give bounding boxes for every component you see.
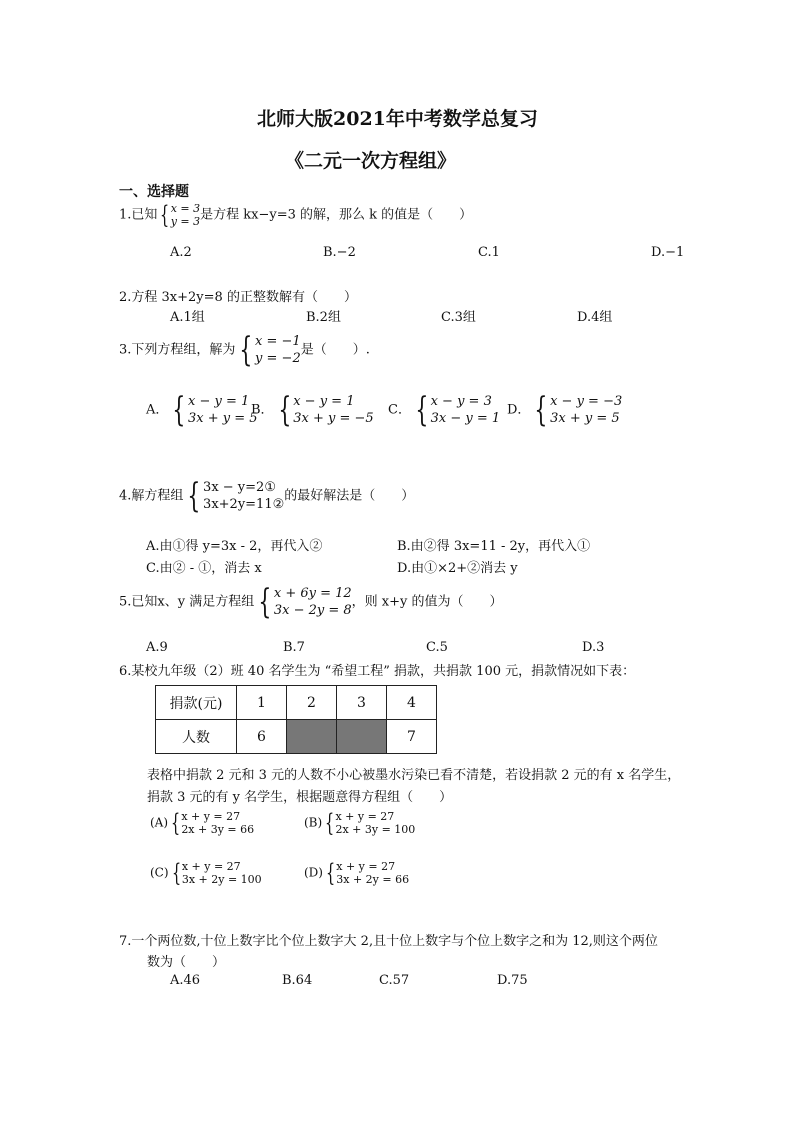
table-cell: 3 — [337, 686, 387, 720]
q4-eq2: 3x+2y=11② — [203, 497, 285, 512]
question-4 — [119, 476, 415, 516]
q3-d-eq1: x − y = −3 — [550, 394, 623, 409]
q6-d-label: (D) — [304, 865, 323, 880]
q1-prefix: 1.已知 — [119, 207, 158, 223]
q6-option-c[interactable]: (C) { x + y = 27 3x + 2y = 100 — [150, 859, 262, 887]
q3-a-eq1: x − y = 1 — [188, 394, 250, 409]
q5-suffix: ，则 x+y 的值为（ ） — [351, 594, 503, 610]
q2-option-d[interactable]: D.4组 — [577, 310, 613, 325]
table-cell: 捐款(元) — [156, 686, 237, 720]
q5-prefix: 5.已知x、y 满足方程组 — [119, 594, 255, 610]
question-2: 2.方程 3x+2y=8 的正整数解有（ ） — [119, 290, 357, 305]
q1-option-d[interactable]: D.−1 — [651, 245, 685, 260]
page-title: 北师大版2021年中考数学总复习 — [257, 108, 538, 130]
q1-system: { x = 3 y = 3 — [160, 201, 201, 229]
q3-c-eq1: x − y = 3 — [430, 394, 492, 409]
q5-option-d[interactable]: D.3 — [582, 640, 605, 655]
q6-b-label: (B) — [304, 815, 323, 830]
q1-suffix: 是方程 kx−y=3 的解，那么 k 的值是（ ） — [200, 207, 473, 223]
q2-option-b[interactable]: B.2组 — [306, 310, 341, 325]
q4-option-b[interactable]: B.由②得 3x=11 - 2y，再代入① — [397, 539, 591, 554]
q3-option-d[interactable]: D． { x − y = −3 3x + y = 5 — [507, 390, 623, 430]
question-7-line-2: 数为（ ） — [147, 955, 226, 970]
q4-system: { 3x − y=2① 3x+2y=11② — [187, 476, 285, 516]
page-subtitle: 《二元一次方程组》 — [285, 150, 457, 172]
q3-d-label: D． — [507, 402, 531, 418]
q5-option-b[interactable]: B.7 — [283, 640, 305, 655]
q6-c-eq2: 3x + 2y = 100 — [181, 873, 262, 886]
q3-a-eq2: 3x + y = 5 — [188, 411, 258, 426]
q3-c-eq2: 3x − y = 1 — [430, 411, 501, 426]
q3-b-eq1: x − y = 1 — [293, 394, 355, 409]
q6-b-eq2: 2x + 3y = 100 — [335, 823, 416, 836]
q7-option-a[interactable]: A.46 — [170, 973, 201, 988]
q6-option-b[interactable]: (B) { x + y = 27 2x + 3y = 100 — [304, 809, 416, 837]
q4-option-a[interactable]: A.由①得 y=3x - 2，再代入② — [146, 539, 323, 554]
table-cell: 7 — [387, 720, 437, 754]
q6-c-label: (C) — [150, 865, 169, 880]
q1-option-a[interactable]: A.2 — [170, 245, 192, 260]
ink-stained-cell — [287, 720, 337, 754]
q6-d-eq2: 3x + 2y = 66 — [336, 873, 410, 886]
q3-system: { x = −1 y = −2 — [239, 330, 301, 370]
question-3 — [119, 330, 370, 370]
table-cell: 6 — [237, 720, 287, 754]
table-cell: 1 — [237, 686, 287, 720]
q5-option-c[interactable]: C.5 — [426, 640, 448, 655]
q4-suffix: 的最好解法是（ ） — [284, 488, 415, 504]
q6-description-1: 表格中捐款 2 元和 3 元的人数不小心被墨水污染已看不清楚，若设捐款 2 元的有 x 名学生， — [147, 768, 681, 783]
table-cell: 4 — [387, 686, 437, 720]
q3-b-eq2: 3x + y = −5 — [293, 411, 374, 426]
q3-b-label: B． — [251, 402, 274, 418]
table-row — [156, 720, 437, 754]
q3-a-label: A． — [146, 402, 169, 418]
section-heading: 一、选择题 — [119, 184, 189, 200]
q2-option-c[interactable]: C.3组 — [441, 310, 476, 325]
q3-suffix: 是（ ）. — [300, 342, 370, 358]
q5-eq1: x + 6y = 12 — [273, 586, 352, 601]
q3-d-eq2: 3x + y = 5 — [550, 411, 620, 426]
table-row — [156, 686, 437, 720]
q4-eq1: 3x − y=2① — [203, 480, 276, 495]
q6-b-eq1: x + y = 27 — [335, 810, 395, 823]
question-6: 6.某校九年级（2）班 40 名学生为 “希望工程” 捐款，共捐款 100 元，捐款情况如下表： — [119, 664, 636, 679]
q3-eq2: y = −2 — [255, 351, 301, 366]
q6-option-a[interactable]: (A) { x + y = 27 2x + 3y = 66 — [150, 809, 255, 837]
q3-option-c[interactable]: C． { x − y = 3 3x − y = 1 — [388, 390, 501, 430]
q4-option-d[interactable]: D.由①×2+②消去 y — [397, 561, 518, 576]
q6-d-eq1: x + y = 27 — [336, 860, 396, 873]
q1-eq1: x = 3 — [170, 202, 201, 215]
q1-eq2: y = 3 — [170, 215, 201, 228]
q5-option-a[interactable]: A.9 — [146, 640, 168, 655]
ink-stained-cell — [337, 720, 387, 754]
donation-table — [155, 685, 437, 754]
q6-a-label: (A) — [150, 815, 169, 830]
q6-a-eq2: 2x + 3y = 66 — [181, 823, 255, 836]
q7-option-d[interactable]: D.75 — [497, 973, 528, 988]
q7-option-c[interactable]: C.57 — [379, 973, 410, 988]
q4-option-c[interactable]: C.由② - ①，消去 x — [146, 561, 262, 576]
question-7-line-1: 7.一个两位数,十位上数字比个位上数字大 2,且十位上数字与个位上数字之和为 12,则这个两位 — [119, 934, 658, 949]
q6-option-d[interactable]: (D) { x + y = 27 3x + 2y = 66 — [304, 859, 410, 887]
q3-option-b[interactable]: B． { x − y = 1 3x + y = −5 — [251, 390, 374, 430]
q4-prefix: 4.解方程组 — [119, 488, 184, 504]
q6-a-eq1: x + y = 27 — [181, 810, 241, 823]
q6-description-2: 捐款 3 元的有 y 名学生，根据题意得方程组（ ） — [147, 790, 453, 805]
q3-prefix: 3.下列方程组，解为 — [119, 342, 236, 358]
q6-c-eq1: x + y = 27 — [181, 860, 241, 873]
question-5 — [119, 582, 503, 622]
table-cell: 2 — [287, 686, 337, 720]
q3-eq1: x = −1 — [255, 334, 301, 349]
q7-option-b[interactable]: B.64 — [282, 973, 313, 988]
q3-option-a[interactable]: A． { x − y = 1 3x + y = 5 — [146, 390, 258, 430]
q5-eq2: 3x − 2y = 8 — [273, 603, 352, 618]
q5-system: { x + 6y = 12 3x − 2y = 8 — [258, 582, 352, 622]
table-cell: 人数 — [156, 720, 237, 754]
q1-option-b[interactable]: B.−2 — [323, 245, 356, 260]
q3-c-label: C． — [388, 402, 411, 418]
q1-option-c[interactable]: C.1 — [478, 245, 500, 260]
q2-option-a[interactable]: A.1组 — [170, 310, 205, 325]
question-1 — [119, 202, 472, 228]
